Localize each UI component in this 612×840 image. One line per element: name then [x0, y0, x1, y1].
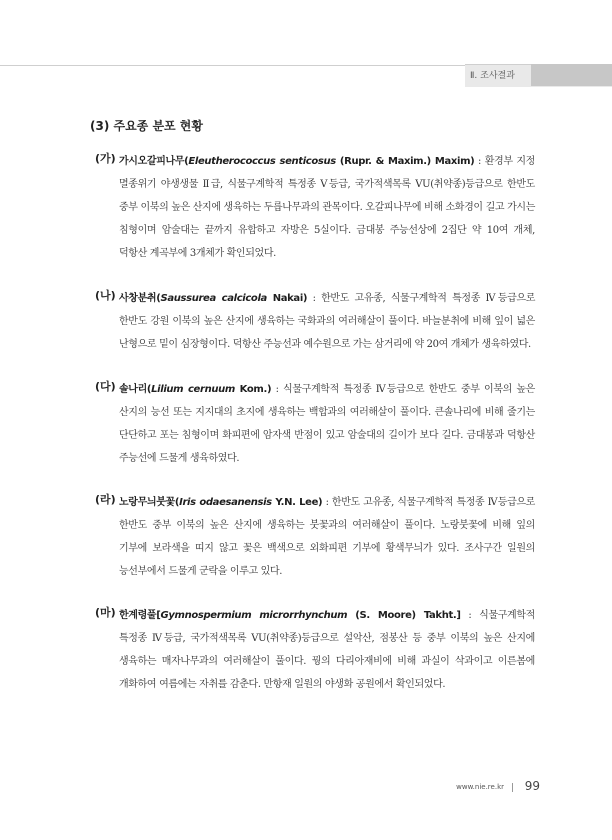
item-marker: (마) [95, 606, 116, 619]
species-description: : 환경부 지정 멸종위기 야생생물 Ⅱ급, 식물구계학적 특정종 Ⅴ등급, 국가적색목록 VU(취약종)등급으로 한반도 중부 이북의 높은 산지에 생육하는 두릅나무과의 관목이다. 오갈피나무에 비해 소화경이 길고 가시는 침형이며 암술대는 끝까지 유합하고 자방은 5실이다. 금대봉 주능선상에 2집단 약 10여 개체, 덕항산 계곡부에 3개체가 확인되었다. [119, 156, 535, 259]
item-marker: (다) [95, 380, 116, 393]
species-korean-name: 가시오갈피나무( [119, 156, 189, 167]
species-korean-name: 사창분취( [119, 293, 161, 304]
page-number: 99 [524, 779, 540, 793]
scientific-name: Saussurea calcicola [160, 293, 267, 304]
footer-url[interactable]: www.nie.re.kr [456, 783, 504, 791]
species-name [119, 497, 322, 508]
species-name [119, 384, 271, 395]
species-author: (Rupr. & Maxim.) Maxim) [335, 156, 475, 167]
header-tab-accent [531, 64, 612, 86]
species-name [119, 610, 461, 621]
species-name [119, 156, 474, 167]
species-author: Kom.) [234, 384, 272, 395]
species-author: Nakai) [266, 293, 308, 304]
item-marker: (나) [95, 289, 116, 302]
scientific-name: Gymnospermium microrrhynchum [160, 610, 348, 621]
item-body [119, 287, 535, 356]
chapter-label: Ⅱ. 조사결과 [470, 71, 515, 81]
species-korean-name: 한계령풀[ [119, 610, 161, 621]
item-marker: (라) [95, 493, 116, 506]
footer-divider [512, 783, 513, 792]
species-korean-name: 노랑무늬붓꽃( [119, 497, 180, 508]
scientific-name: Lilium cernuum [151, 384, 235, 395]
species-description: : 한반도 고유종, 식물구계학적 특정종 Ⅳ등급으로 한반도 중부 이북의 높은 산지에 생육하는 붓꽃과의 여러해살이 풀이다. 노랑붓꽃에 비해 잎의 기부에 보라색을 띠지 않고 꽃은 백색으로 외화피편 기부에 황색무늬가 있다. 조사구간 일원의 능선부에서 드물게 군락을 이루고 있다. [119, 497, 535, 577]
species-korean-name: 솔나리( [119, 384, 152, 395]
item-body [119, 378, 535, 470]
species-author: Y.N. Lee) [271, 497, 323, 508]
header-rule [0, 65, 530, 66]
species-name [119, 293, 307, 304]
species-description: : 식물구계학적 특정종 Ⅳ등급으로 한반도 중부 이북의 높은 산지의 능선 또는 지지대의 초지에 생육하는 백합과의 여러해살이 풀이다. 큰솔나리에 비해 줄기는 단단하고 포는 침형이며 화피편에 암자색 반점이 있고 암술대의 길이가 보다 길다. 금대봉과 덕항산 주능선에 드물게 생육하였다. [119, 384, 535, 464]
item-body [119, 491, 535, 583]
item-marker: (가) [95, 152, 116, 165]
species-author: (S. Moore) Takht.] [347, 610, 461, 621]
species-description: : 식물구계학적 특정종 Ⅳ등급, 국가적색목록 VU(취약종)등급으로 설악산, 점봉산 등 중부 이북의 높은 산지에 생육하는 매자나무과의 여러해살이 풀이다. 꿩의 다리아재비에 비해 과실이 삭과이고 이른봄에 개화하여 여름에는 자취를 감춘다. 만항재 일원의 야생화 공원에서 확인되었다. [119, 610, 535, 690]
scientific-name: Eleutherococcus senticosus [188, 156, 336, 167]
section-title: (3) 주요종 분포 현황 [90, 119, 203, 133]
item-body [119, 150, 535, 265]
species-description: : 한반도 고유종, 식물구계학적 특정종 Ⅳ등급으로 한반도 강원 이북의 높은 산지에 생육하는 국화과의 여러해살이 풀이다. 바늘분취에 비해 잎이 넓은 난형으로 밑이 심장형이다. 덕항산 주능선과 예수원으로 가는 삼거리에 약 20여 개체가 생육하였다. [119, 293, 535, 350]
item-body [119, 604, 535, 696]
page-footer [420, 779, 540, 797]
scientific-name: Iris odaesanensis [179, 497, 272, 508]
